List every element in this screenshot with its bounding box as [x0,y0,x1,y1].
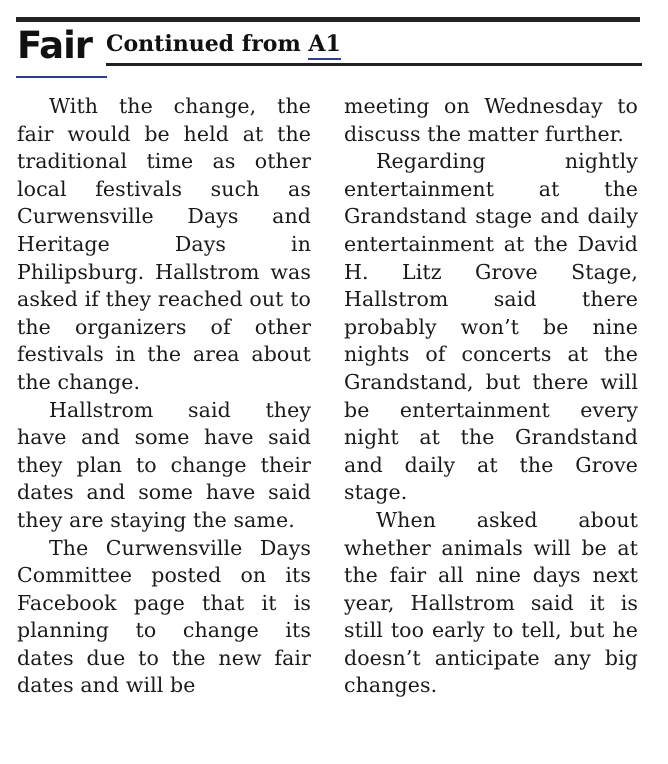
top-rule [16,17,640,22]
continued-from-label [106,30,341,58]
paragraph: Hallstrom said they have and some have said they plan to change their dates and some have said they are staying the same. [17,397,311,532]
header-bottom-rule [106,63,642,66]
page-reference: A1 [308,31,340,60]
paragraph: With the change, the fair would be held at the traditional time as other local festivals such as Curwensville Days and Heritage Days in Philipsburg. Hallstrom was asked if they reached out to the organizers of other festivals in the area about the change. [17,94,311,394]
article-column-left [17,93,311,700]
article-column-right [344,93,638,700]
article-jump-title: Fair [17,24,93,67]
paragraph: The Curwensville Days Committee posted on its Facebook page that it is planning to change its dates due to the new fair dates and will be [17,535,311,698]
paragraph: Regarding nightly entertainment at the Grandstand stage and daily entertainment at the David H. Litz Grove Stage, Hallstrom said there probably won’t be nine nights of concerts at the Grandstand, but there will be entertainment every night at the Grandstand and daily at the Grove stage. [344,149,638,505]
header-accent-rule [16,76,107,78]
paragraph-continued: meeting on Wednesday to discuss the matter further. [344,94,638,146]
paragraph: When asked about whether animals will be at the fair all nine days next year, Hallstrom said it is still too early to tell, but he doesn’t anticipate any big changes. [344,507,638,698]
continued-from-text: Continued from [106,31,309,57]
